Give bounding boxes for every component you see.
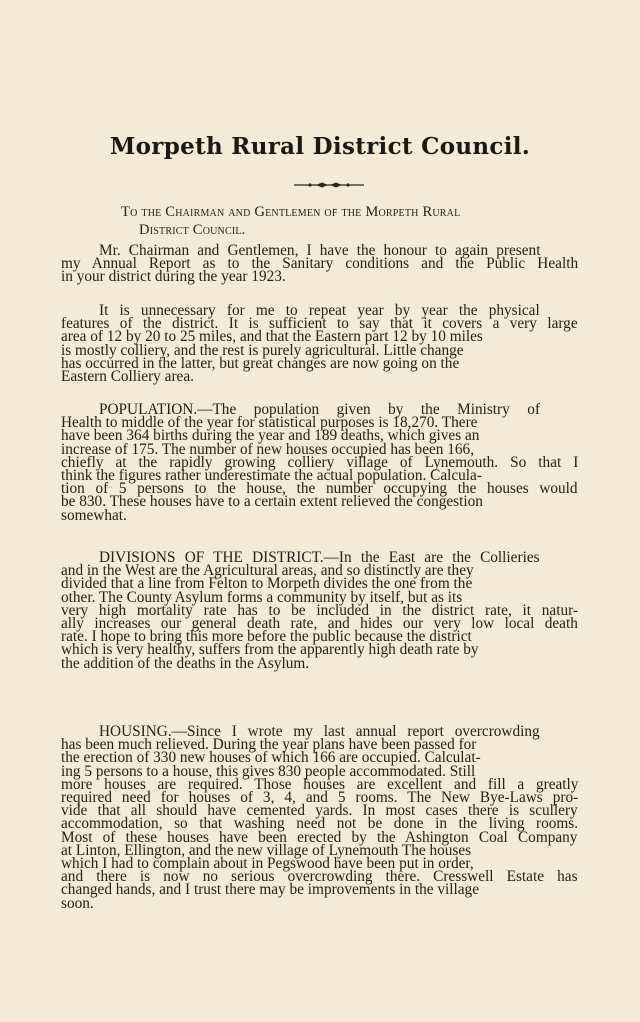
paragraph-line: ally increases our general death rate, and hides our very low local death bbox=[61, 615, 578, 633]
paragraph-line: the addition of the deaths in the Asylum. bbox=[61, 654, 310, 672]
paragraph-line: divided that a line from Felton to Morpeth divides the one from the bbox=[61, 575, 473, 593]
paragraph-line: and there is now no serious overcrowding there. Cresswell Estate has bbox=[61, 868, 578, 886]
paragraph-line: rate. I hope to bring this more before the public because the district bbox=[61, 628, 472, 646]
paragraph-features bbox=[61, 302, 578, 386]
paragraph-line: somewhat. bbox=[61, 506, 127, 524]
paragraph-line: the erection of 330 new houses of which 166 are occupied. Calculat- bbox=[61, 749, 481, 767]
paragraph-divisions bbox=[61, 551, 578, 670]
paragraph-line: other. The County Asylum forms a community by itself, but as its bbox=[61, 588, 463, 606]
paragraph-population bbox=[61, 403, 578, 522]
paragraph-line: POPULATION.—The population given by the Ministry of bbox=[99, 401, 541, 418]
paragraph-line: at Linton, Ellington, and the new village of Lynemouth The houses bbox=[61, 841, 472, 859]
paragraph-line: soon. bbox=[61, 894, 94, 912]
paragraph-line: in your district during the year 1923. bbox=[61, 268, 286, 286]
paragraph-line: required need for houses of 3, 4, and 5 rooms. The New Bye-Laws pro- bbox=[61, 789, 579, 807]
page-title: Morpeth Rural District Council. bbox=[109, 133, 531, 160]
paragraph-line: very high mortality rate has to be included in the district rate, it natur- bbox=[61, 601, 578, 619]
ornament-divider bbox=[294, 181, 364, 189]
address-block bbox=[121, 203, 541, 239]
paragraph-line: Eastern Colliery area. bbox=[61, 368, 194, 386]
paragraph-line: which is very healthy, suffers from the apparently high death rate by bbox=[61, 641, 479, 659]
paragraph-line: my Annual Report as to the Sanitary conditions and the Public Health bbox=[61, 255, 579, 273]
paragraph-line: DIVISIONS OF THE DISTRICT.—In the East are the Collieries bbox=[99, 549, 540, 566]
paragraph-line: Health to middle of the year for statistical purposes is 18,270. There bbox=[61, 414, 478, 432]
paragraph-line: It is unnecessary for me to repeat year by year the physical bbox=[99, 302, 540, 319]
address-line-1: To the Chairman and Gentlemen of the Morpeth Rural bbox=[121, 204, 461, 220]
paragraph-line: chiefly at the rapidly growing colliery village of Lynemouth. So that I bbox=[61, 453, 579, 471]
paragraph-intro bbox=[61, 244, 578, 284]
paragraph-line: which I had to complain about in Pegswood have been put in order, bbox=[61, 855, 474, 873]
paragraph-housing bbox=[61, 725, 578, 910]
paragraph-line: have been 364 births during the year and 189 deaths, which gives an bbox=[61, 427, 480, 445]
paragraph-line: and in the West are the Agricultural areas, and so distinctly are they bbox=[61, 562, 474, 580]
paragraph-line: has occurred in the latter, but great changes are now going on the bbox=[61, 354, 460, 372]
address-line-2: District Council. bbox=[139, 222, 246, 238]
paragraph-line: HOUSING.—Since I wrote my last annual report overcrowding bbox=[99, 723, 540, 740]
paragraph-line: ing 5 persons to a house, this gives 830 people accommodated. Still bbox=[61, 762, 476, 780]
paragraph-line: vide that all should have cemented yards. In most cases there is scullery bbox=[61, 802, 578, 820]
paragraph-line: increase of 175. The number of new houses occupied has been 166, bbox=[61, 440, 475, 458]
paragraph-line: area of 12 by 20 to 25 miles, and that the Eastern part 12 by 10 miles bbox=[61, 328, 483, 346]
paragraph-line: has been much relieved. During the year plans have been passed for bbox=[61, 736, 477, 754]
paragraph-line: tion of 5 persons to the house, the number occupying the houses would bbox=[61, 480, 578, 498]
paragraph-line: features of the district. It is sufficient to say that it covers a very large bbox=[61, 315, 578, 333]
paragraph-line: accommodation, so that washing need not be done in the living rooms. bbox=[61, 815, 579, 833]
paragraph-line: is mostly colliery, and the rest is purely agricultural. Little change bbox=[61, 341, 464, 359]
paragraph-line: be 830. These houses have to a certain extent relieved the congestion bbox=[61, 493, 483, 511]
paragraph-line: Most of these houses have been erected by the Ashington Coal Company bbox=[61, 828, 578, 846]
paragraph-line: think the figures rather underestimate the actual population. Calcula- bbox=[61, 467, 482, 485]
paragraph-line: Mr. Chairman and Gentlemen, I have the honour to again present bbox=[99, 242, 541, 259]
paragraph-line: changed hands, and I trust there may be improvements in the village bbox=[61, 881, 479, 899]
paragraph-line: more houses are required. Those houses are excellent and fill a greatly bbox=[61, 775, 579, 793]
